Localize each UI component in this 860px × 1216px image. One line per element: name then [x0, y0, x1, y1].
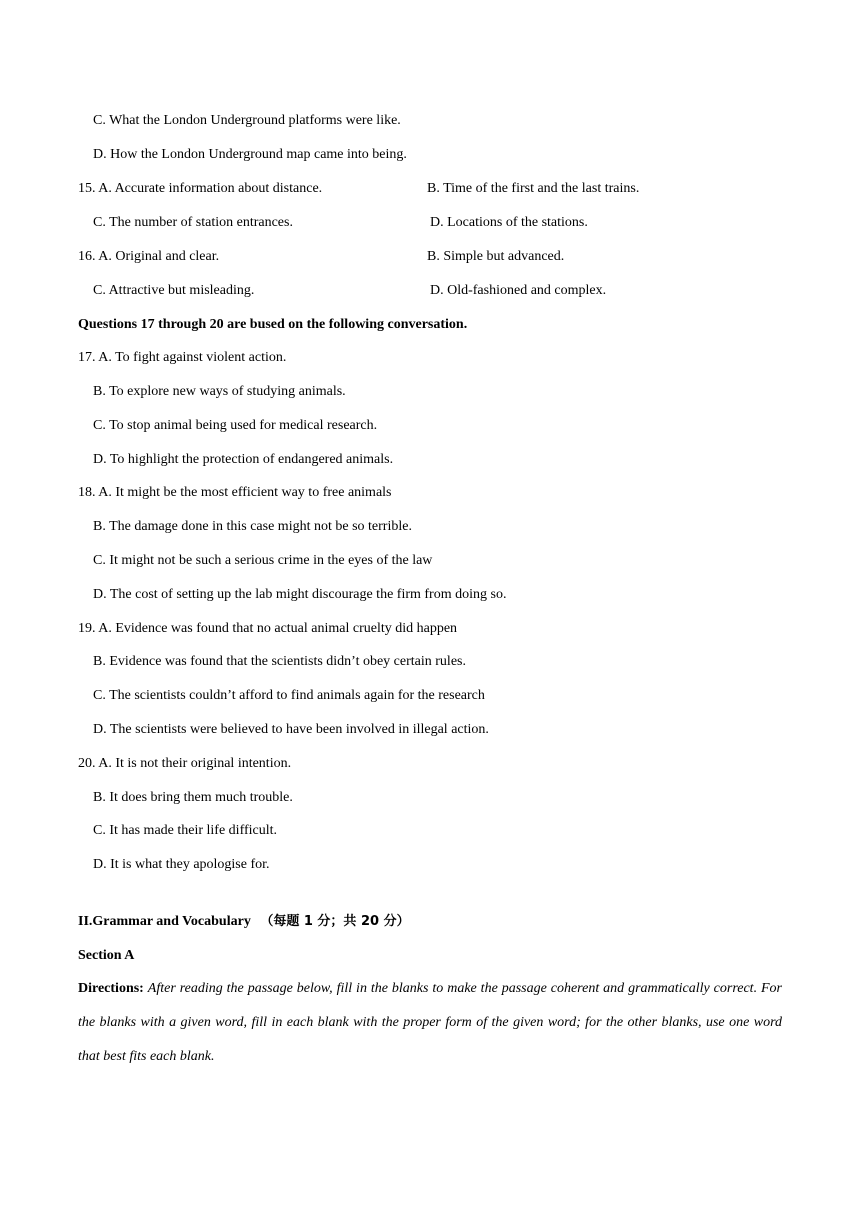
section-a-heading: Section A: [78, 948, 135, 963]
q14-option-d: D. How the London Underground map came into being.: [93, 147, 407, 162]
q20-option-b: B. It does bring them much trouble.: [93, 790, 293, 805]
section-heading: [78, 913, 410, 931]
q14-option-c: C. What the London Underground platforms were like.: [93, 113, 401, 128]
q18-option-a: 18. A. It might be the most efficient way to free animals: [78, 485, 392, 500]
q15-option-d: D. Locations of the stations.: [430, 215, 588, 230]
q19-option-a: 19. A. Evidence was found that no actual animal cruelty did happen: [78, 621, 458, 636]
q17-option-a: 17. A. To fight against violent action.: [78, 350, 287, 365]
q16-option-d: D. Old-fashioned and complex.: [430, 283, 607, 298]
q20-option-d: D. It is what they apologise for.: [93, 857, 270, 872]
q17-option-b: B. To explore new ways of studying animals.: [93, 384, 346, 399]
directions-text: After reading the passage below, fill in the blanks to make the passage coherent and grammatically correct. For the blanks with a given word, fill in each blank with the proper form of the given word; for the other blanks, use one word that best fits each blank.: [78, 981, 782, 1064]
q20-option-a: 20. A. It is not their original intention.: [78, 756, 292, 771]
q18-option-d: D. The cost of setting up the lab might discourage the firm from doing so.: [93, 587, 507, 602]
q19-option-d: D. The scientists were believed to have been involved in illegal action.: [93, 722, 489, 737]
q18-option-c: C. It might not be such a serious crime in the eyes of the law: [93, 553, 433, 568]
directions-paragraph: [78, 972, 782, 1074]
q15-option-c: C. The number of station entrances.: [93, 215, 293, 230]
directions-label: Directions:: [78, 981, 144, 996]
q16-option-c: C. Attractive but misleading.: [93, 283, 255, 298]
q17-option-c: C. To stop animal being used for medical research.: [93, 418, 378, 433]
q18-option-b: B. The damage done in this case might not be so terrible.: [93, 519, 412, 534]
q20-option-c: C. It has made their life difficult.: [93, 823, 278, 838]
q16-option-b: B. Simple but advanced.: [427, 249, 565, 264]
conversation-heading: Questions 17 through 20 are bused on the following conversation.: [78, 317, 468, 332]
q17-option-d: D. To highlight the protection of endangered animals.: [93, 452, 394, 467]
q15-option-b: B. Time of the first and the last trains.: [427, 181, 640, 196]
section-title: II.Grammar and Vocabulary: [78, 914, 251, 929]
q19-option-c: C. The scientists couldn’t afford to find animals again for the research: [93, 688, 485, 703]
section-score-note: （每题 1 分；共 20 分）: [260, 914, 410, 929]
q19-option-b: B. Evidence was found that the scientists didn’t obey certain rules.: [93, 654, 466, 669]
q15-option-a: 15. A. Accurate information about distance.: [78, 181, 323, 196]
q16-option-a: 16. A. Original and clear.: [78, 249, 220, 264]
